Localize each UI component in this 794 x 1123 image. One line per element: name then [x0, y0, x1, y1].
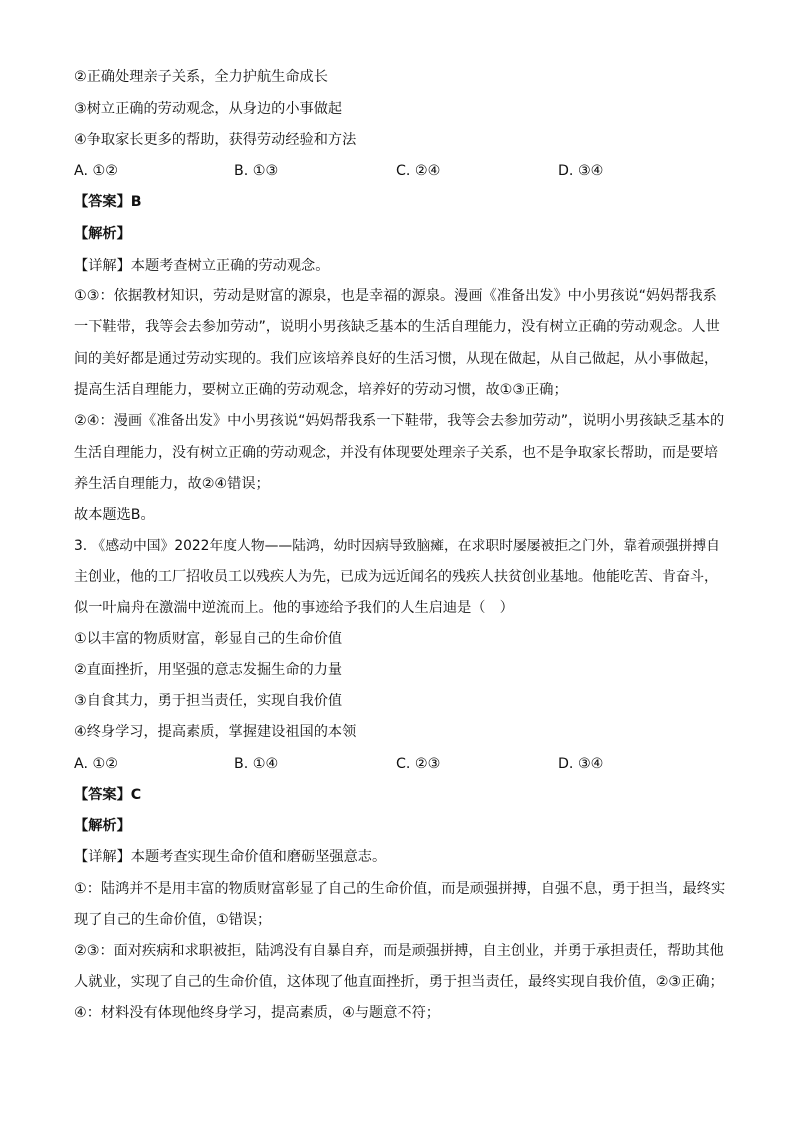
q2-detail: 【详解】本题考查树立正确的劳动观念。 — [74, 258, 330, 274]
q3-explanation-line: ①：陆鸿并不是用丰富的物质财富彰显了自己的生命价值，而是顽强拼搏，自强不息，勇于担当，最终实 — [74, 881, 726, 897]
q3-option-b: B. ①④ — [234, 756, 279, 772]
q3-analysis-label: 【解析】 — [74, 818, 131, 834]
q3-answer: 【答案】C — [74, 787, 142, 803]
q3-choice-4: ④终身学习，提高素质，掌握建设祖国的本领 — [74, 724, 357, 740]
q2-explanation-line: 一下鞋带，我等会去参加劳动”，说明小男孩缺乏基本的生活自理能力，没有树立正确的劳动观念。人世 — [74, 319, 720, 335]
q3-option-c: C. ②③ — [396, 756, 441, 772]
q2-explanation-line: ②④：漫画《准备出发》中小男孩说“妈妈帮我系一下鞋带，我等会去参加劳动”，说明小男孩缺乏基本的 — [74, 413, 725, 429]
q3-explanation-line: ②③：面对疾病和求职被拒，陆鸿没有自暴自弃，而是顽强拼搏，自主创业，并勇于承担责任，帮助其他 — [74, 943, 724, 959]
q3-option-a: A. ①② — [74, 756, 118, 772]
q2-choice-3: ③树立正确的劳动观念，从身边的小事做起 — [74, 101, 343, 117]
q2-explanation-line: 养生活自理能力，故②④错误； — [74, 476, 270, 492]
q2-explanation-line: 间的美好都是通过劳动实现的。我们应该培养良好的生活习惯，从现在做起，从自己做起，从小事做起， — [74, 351, 718, 367]
q2-answer: 【答案】B — [74, 194, 142, 210]
q3-choice-2: ②直面挫折，用坚强的意志发掘生命的力量 — [74, 662, 343, 678]
q2-conclusion: 故本题选B。 — [74, 507, 155, 523]
q3-detail: 【详解】本题考查实现生命价值和磨砺坚强意志。 — [74, 849, 387, 865]
q3-explanation-line: 人就业，实现了自己的生命价值，这体现了他直面挫折，勇于担当责任，最终实现自我价值，②③正确； — [74, 974, 724, 990]
q2-option-a: A. ①② — [74, 163, 118, 179]
q3-explanation-line: ④：材料没有体现他终身学习，提高素质，④与题意不符； — [74, 1005, 440, 1021]
q2-option-d: D. ③④ — [558, 163, 604, 179]
q2-explanation-line: 生活自理能力，没有树立正确的劳动观念，并没有体现要处理亲子关系，也不是争取家长帮助，而是要培 — [74, 445, 718, 461]
q2-explanation-line: ①③：依据教材知识，劳动是财富的源泉，也是幸福的源泉。漫画《准备出发》中小男孩说“妈妈帮我系 — [74, 288, 717, 304]
q3-stem-line: 似一叶扁舟在激湍中逆流而上。他的事迹给予我们的人生启迪是（ ） — [74, 600, 514, 616]
q2-choice-2: ②正确处理亲子关系，全力护航生命成长 — [74, 69, 328, 85]
q2-option-c: C. ②④ — [396, 163, 441, 179]
q3-stem-line: 3. 《感动中国》2022年度人物——陆鸿，幼时因病导致脑瘫，在求职时屡屡被拒之门外，靠着顽强拼搏自 — [74, 538, 720, 554]
q3-explanation-line: 现了自己的生命价值，①错误； — [74, 912, 272, 928]
q2-option-b: B. ①③ — [234, 163, 279, 179]
q3-choice-3: ③自食其力，勇于担当责任，实现自我价值 — [74, 693, 343, 709]
q2-explanation-line: 提高生活自理能力，要树立正确的劳动观念，培养好的劳动习惯，故①③正确； — [74, 382, 568, 398]
q3-option-d: D. ③④ — [558, 756, 604, 772]
q3-choice-1: ①以丰富的物质财富，彰显自己的生命价值 — [74, 631, 343, 647]
q2-analysis-label: 【解析】 — [74, 226, 131, 242]
q3-stem-line: 主创业，他的工厂招收员工以残疾人为先，已成为远近闻名的残疾人扶贫创业基地。他能吃苦、肯奋斗， — [74, 569, 718, 585]
q2-choice-4: ④争取家长更多的帮助，获得劳动经验和方法 — [74, 132, 357, 148]
